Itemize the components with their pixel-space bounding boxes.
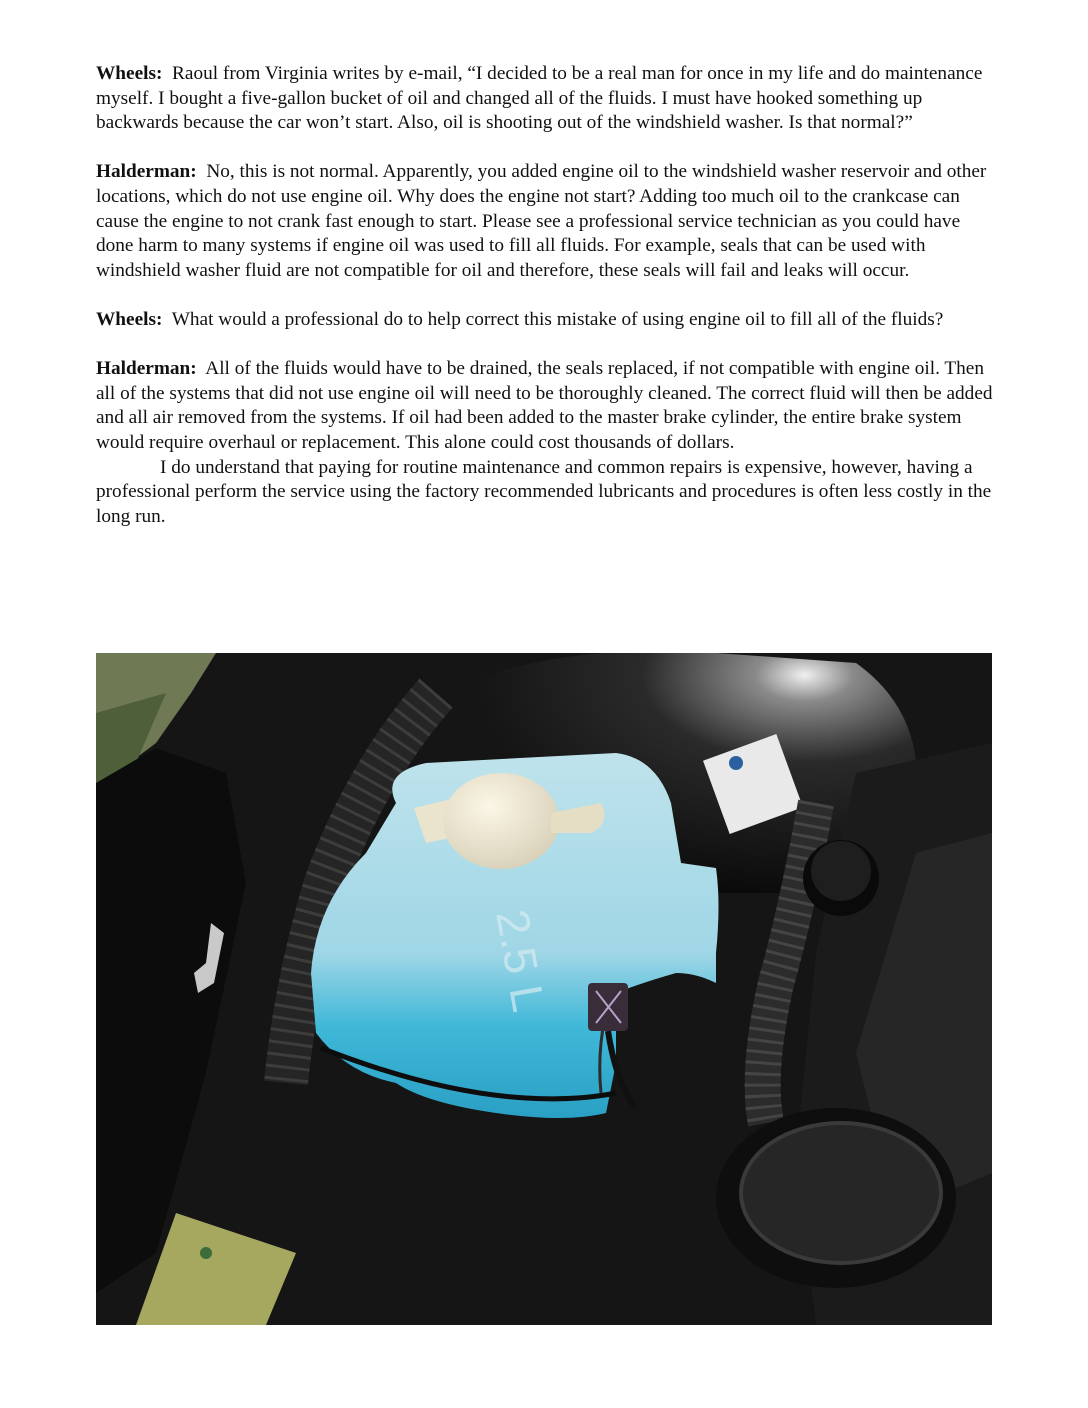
engine-bay-photo [96, 653, 992, 1325]
reservoir-marking: 2.5 L [486, 905, 556, 1016]
paragraph-text: Raoul from Virginia writes by e-mail, “I decided to be a real man for once in my life and do maintenance myself. I bought a five-gallon bucket of oil and changed all of the fluids. I must have hooked something up backwards because the car won’t start. Also, oil is shooting out of the windshield washer. Is that normal?” [96, 63, 983, 134]
speaker-label: Halderman: [96, 161, 197, 183]
closing-paragraph: I do understand that paying for routine maintenance and common repairs is expensive, however, having a professional perform the service using the factory recommended lubricants and procedures is often less costly in the long run. [96, 456, 992, 527]
qa-paragraph [96, 160, 996, 283]
speaker-label: Wheels: [96, 308, 163, 330]
speaker-label: Wheels: [96, 63, 163, 84]
speaker-label: Halderman: [96, 358, 197, 380]
article-body [96, 62, 996, 529]
qa-paragraph [96, 62, 996, 136]
paragraph-text: All of the fluids would have to be drained, the seals replaced, if not compatible with engine oil. Then all of the systems that did not use engine oil will need to be thoroughly cleaned. The correct fluid will then be added and all air removed from the systems. If oil had been added to the master brake cylinder, the entire brake system would require overhaul or replacement. This alone could cost thousands of dollars. [96, 358, 993, 453]
paragraph-text: No, this is not normal. Apparently, you added engine oil to the windshield washer reservoir and other locations, which do not use engine oil. Why does the engine not start? Adding too much oil to the crankcase can cause the engine to not crank fast enough to start. Please see a professional service technician as you could have done harm to many systems if engine oil was used to fill all fluids. For example, seals that can be used with windshield washer fluid are not compatible for oil and therefore, these seals will fail and leaks will occur. [96, 161, 987, 281]
qa-paragraph [96, 308, 996, 333]
qa-paragraph [96, 357, 996, 455]
paragraph-text: What would a professional do to help correct this mistake of using engine oil to fill all of the fluids? [171, 308, 944, 330]
